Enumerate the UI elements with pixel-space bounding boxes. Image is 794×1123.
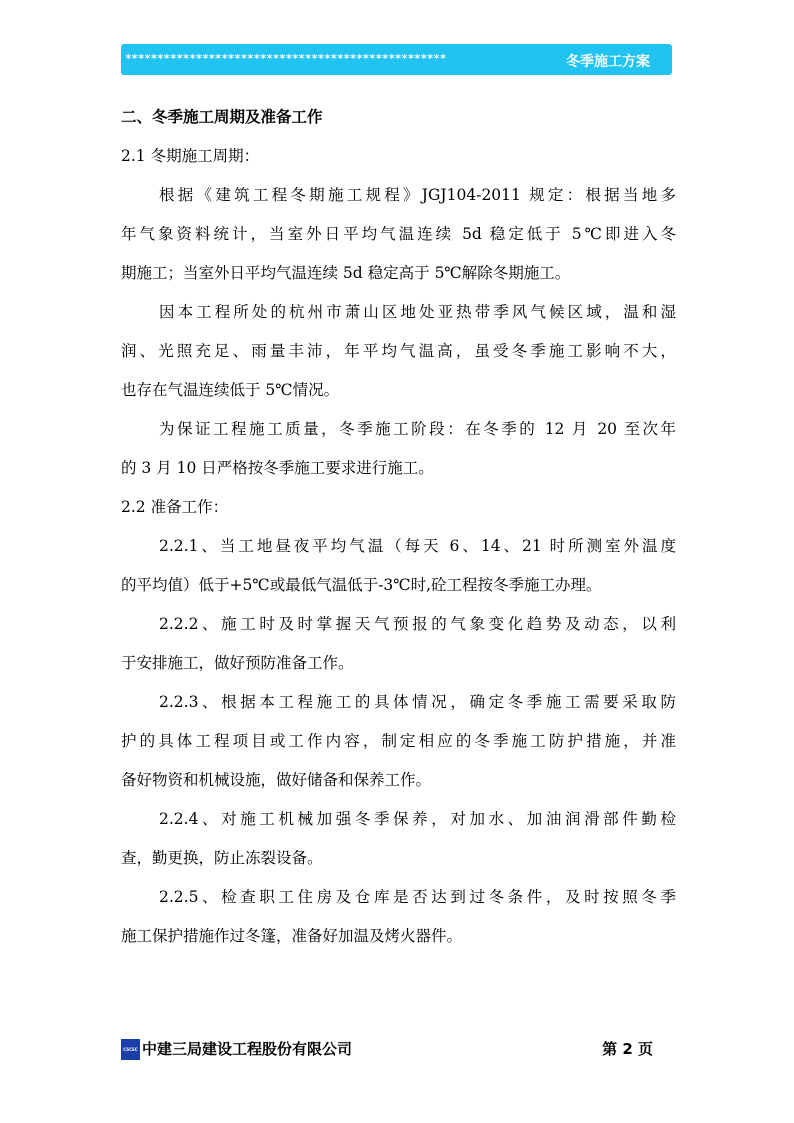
header-bar bbox=[121, 44, 672, 75]
list-item-line: 备好物资和机械设施，做好储备和保养工作。 bbox=[121, 771, 432, 789]
paragraph-line: 根据《建筑工程冬期施工规程》JGJ104-2011 规定：根据当地多 bbox=[159, 186, 676, 204]
page-number: 第 2 页 bbox=[602, 1040, 653, 1058]
paragraph-line: 年气象资料统计，当室外日平均气温连续 5d 稳定低于 5℃即进入冬 bbox=[121, 225, 676, 243]
logo-text: CSCEC bbox=[123, 1047, 138, 1052]
list-item-line: 查，勤更换，防止冻裂设备。 bbox=[121, 849, 323, 867]
subsection-title-2-2: 2.2 准备工作： bbox=[121, 498, 229, 516]
header-stars: ************************************************** bbox=[125, 52, 447, 65]
company-name: 中建三局建设工程股份有限公司 bbox=[142, 1040, 353, 1058]
paragraph-line: 期施工；当室外日平均气温连续 5d 稳定高于 5℃解除冬期施工。 bbox=[121, 264, 571, 282]
list-item-line: 2.2.1、当工地昼夜平均气温（每天 6、14、21 时所测室外温度 bbox=[159, 537, 676, 555]
section-title: 二、冬季施工周期及准备工作 bbox=[121, 108, 323, 126]
list-item-line: 2.2.4、对施工机械加强冬季保养，对加水、加油润滑部件勤检 bbox=[159, 810, 676, 828]
list-item-line: 的平均值）低于+5℃或最低气温低于-3℃时,砼工程按冬季施工办理。 bbox=[121, 576, 602, 594]
list-item-line: 2.2.3、根据本工程施工的具体情况，确定冬季施工需要采取防 bbox=[159, 693, 676, 711]
paragraph-line: 润、光照充足、雨量丰沛，年平均气温高，虽受冬季施工影响不大， bbox=[121, 342, 676, 360]
list-item-line: 施工保护措施作过冬篷，准备好加温及烤火器件。 bbox=[121, 927, 463, 945]
paragraph-line: 因本工程所处的杭州市萧山区地处亚热带季风气候区域，温和湿 bbox=[159, 303, 676, 321]
list-item-line: 2.2.2、施工时及时掌握天气预报的气象变化趋势及动态，以利 bbox=[159, 615, 676, 633]
paragraph-line: 也存在气温连续低于 5℃情况。 bbox=[121, 381, 340, 399]
list-item-line: 于安排施工，做好预防准备工作。 bbox=[121, 654, 354, 672]
header-title: 冬季施工方案 bbox=[566, 54, 650, 70]
list-item-line: 护的具体工程项目或工作内容，制定相应的冬季施工防护措施，并准 bbox=[121, 732, 676, 750]
document-body bbox=[121, 98, 676, 956]
page-footer bbox=[121, 1036, 672, 1062]
subsection-title-2-1: 2.1 冬期施工周期： bbox=[121, 147, 260, 165]
company-logo-icon bbox=[121, 1039, 140, 1060]
paragraph-line: 的 3 月 10 日严格按冬季施工要求进行施工。 bbox=[121, 459, 434, 477]
paragraph-line: 为保证工程施工质量，冬季施工阶段：在冬季的 12 月 20 至次年 bbox=[159, 420, 676, 438]
list-item-line: 2.2.5、检查职工住房及仓库是否达到过冬条件，及时按照冬季 bbox=[159, 888, 676, 906]
